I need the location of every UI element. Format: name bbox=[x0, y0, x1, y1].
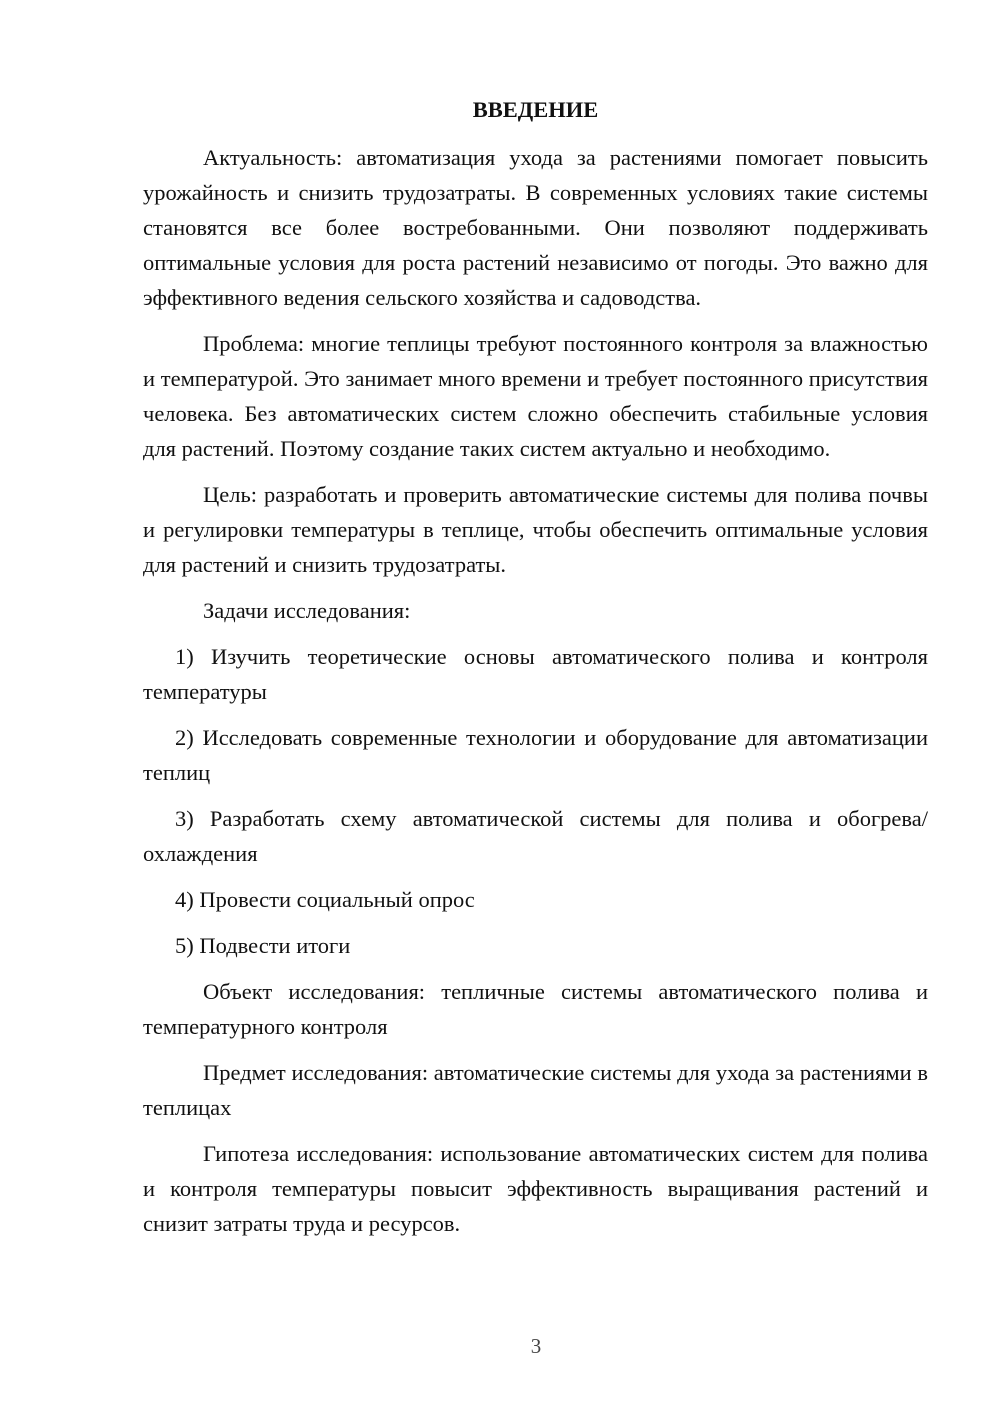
document-page bbox=[143, 92, 928, 1252]
paragraph-hypothesis: Гипотеза исследования: использование автоматических систем для полива и контроля температуры повысит эффективность выращивания растений и снизит затраты труда и ресурсов. bbox=[143, 1141, 928, 1236]
task-item-4: 4) Провести социальный опрос bbox=[175, 887, 475, 912]
paragraph-object: Объект исследования: тепличные системы автоматического полива и температурного контроля bbox=[143, 979, 928, 1039]
paragraph-relevance: Актуальность: автоматизация ухода за растениями помогает повысить урожайность и снизить трудозатраты. В современных условиях такие системы становятся все более востребованными. Они позволяют поддерживать оптимальные условия для роста растений независимо от погоды. Это важно для эффективного ведения сельского хозяйства и садоводства. bbox=[143, 145, 928, 310]
task-item-2: 2) Исследовать современные технологии и оборудование для автоматизации теплиц bbox=[143, 725, 928, 785]
paragraph-subject: Предмет исследования: автоматические системы для ухода за растениями в теплицах bbox=[143, 1060, 928, 1120]
task-item-3: 3) Разработать схему автоматической системы для полива и обогрева/охлаждения bbox=[143, 806, 928, 866]
task-item-1: 1) Изучить теоретические основы автоматического полива и контроля температуры bbox=[143, 644, 928, 704]
task-item-5: 5) Подвести итоги bbox=[175, 933, 351, 958]
paragraph-goal: Цель: разработать и проверить автоматические системы для полива почвы и регулировки температуры в теплице, чтобы обеспечить оптимальные условия для растений и снизить трудозатраты. bbox=[143, 482, 928, 577]
paragraph-tasks-heading: Задачи исследования: bbox=[203, 598, 411, 623]
paragraph-problem: Проблема: многие теплицы требуют постоянного контроля за влажностью и температурой. Это занимает много времени и требует постоянного присутствия человека. Без автоматических систем сложно обеспечить стабильные условия для растений. Поэтому создание таких систем актуально и необходимо. bbox=[143, 331, 928, 461]
page-title: ВВЕДЕНИЕ bbox=[472, 97, 599, 122]
page-number: 3 bbox=[530, 1334, 542, 1358]
